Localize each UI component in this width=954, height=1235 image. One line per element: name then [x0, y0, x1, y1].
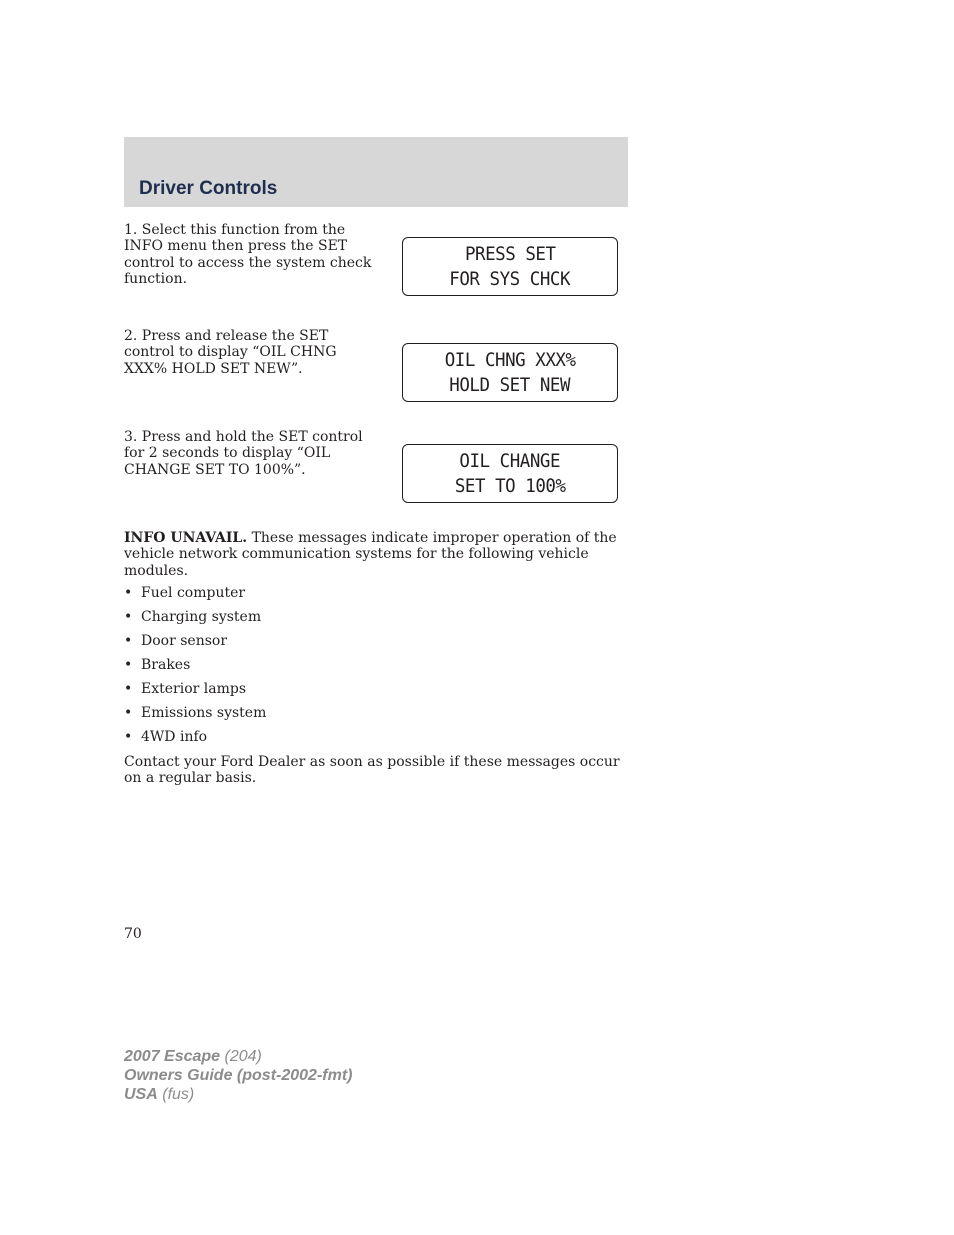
bullet-icon: • — [124, 729, 133, 745]
document-footer — [124, 1047, 352, 1104]
display-line-2: HOLD SET NEW — [449, 373, 571, 396]
section-header — [124, 137, 628, 207]
list-item: • Exterior lamps — [124, 681, 266, 705]
section-title: Driver Controls — [139, 178, 278, 199]
display-line-1: PRESS SET — [464, 242, 556, 265]
bullet-icon: • — [124, 609, 133, 625]
list-item: • Brakes — [124, 657, 266, 681]
bullet-icon: • — [124, 681, 133, 697]
list-item: • Door sensor — [124, 633, 266, 657]
bullet-icon: • — [124, 633, 133, 649]
step-3-text: 3. Press and hold the SET control for 2 seconds to display “OIL CHANGE SET TO 100%”. — [124, 429, 363, 478]
list-item: • 4WD info — [124, 729, 266, 753]
footer-line-1: 2007 Escape (204) — [124, 1048, 262, 1065]
step-1-text: 1. Select this function from the INFO menu then press the SET control to access the system check function. — [124, 222, 372, 287]
info-unavail-text: These messages indicate improper operation of the vehicle network communication systems for the following vehicle modules. — [124, 530, 617, 579]
list-item: • Charging system — [124, 609, 266, 633]
info-unavail-heading: INFO UNAVAIL. — [124, 530, 248, 546]
step-2-text: 2. Press and release the SET control to display “OIL CHNG XXX% HOLD SET NEW”. — [124, 328, 337, 377]
info-unavail-paragraph — [124, 530, 628, 579]
page-number: 70 — [124, 926, 142, 942]
message-display-3 — [402, 444, 618, 503]
contact-paragraph: Contact your Ford Dealer as soon as possible if these messages occur on a regular basis. — [124, 754, 620, 787]
display-line-2: SET TO 100% — [454, 474, 566, 497]
message-display-2 — [402, 343, 618, 402]
display-line-1: OIL CHANGE — [459, 449, 561, 472]
module-list — [124, 585, 266, 753]
display-line-2: FOR SYS CHCK — [449, 267, 571, 290]
bullet-icon: • — [124, 585, 133, 601]
list-item: • Fuel computer — [124, 585, 266, 609]
footer-line-3: USA (fus) — [124, 1086, 195, 1103]
list-item: • Emissions system — [124, 705, 266, 729]
bullet-icon: • — [124, 705, 133, 721]
message-display-1 — [402, 237, 618, 296]
display-line-1: OIL CHNG XXX% — [444, 348, 576, 371]
footer-line-2: Owners Guide (post-2002-fmt) — [124, 1067, 353, 1084]
bullet-icon: • — [124, 657, 133, 673]
